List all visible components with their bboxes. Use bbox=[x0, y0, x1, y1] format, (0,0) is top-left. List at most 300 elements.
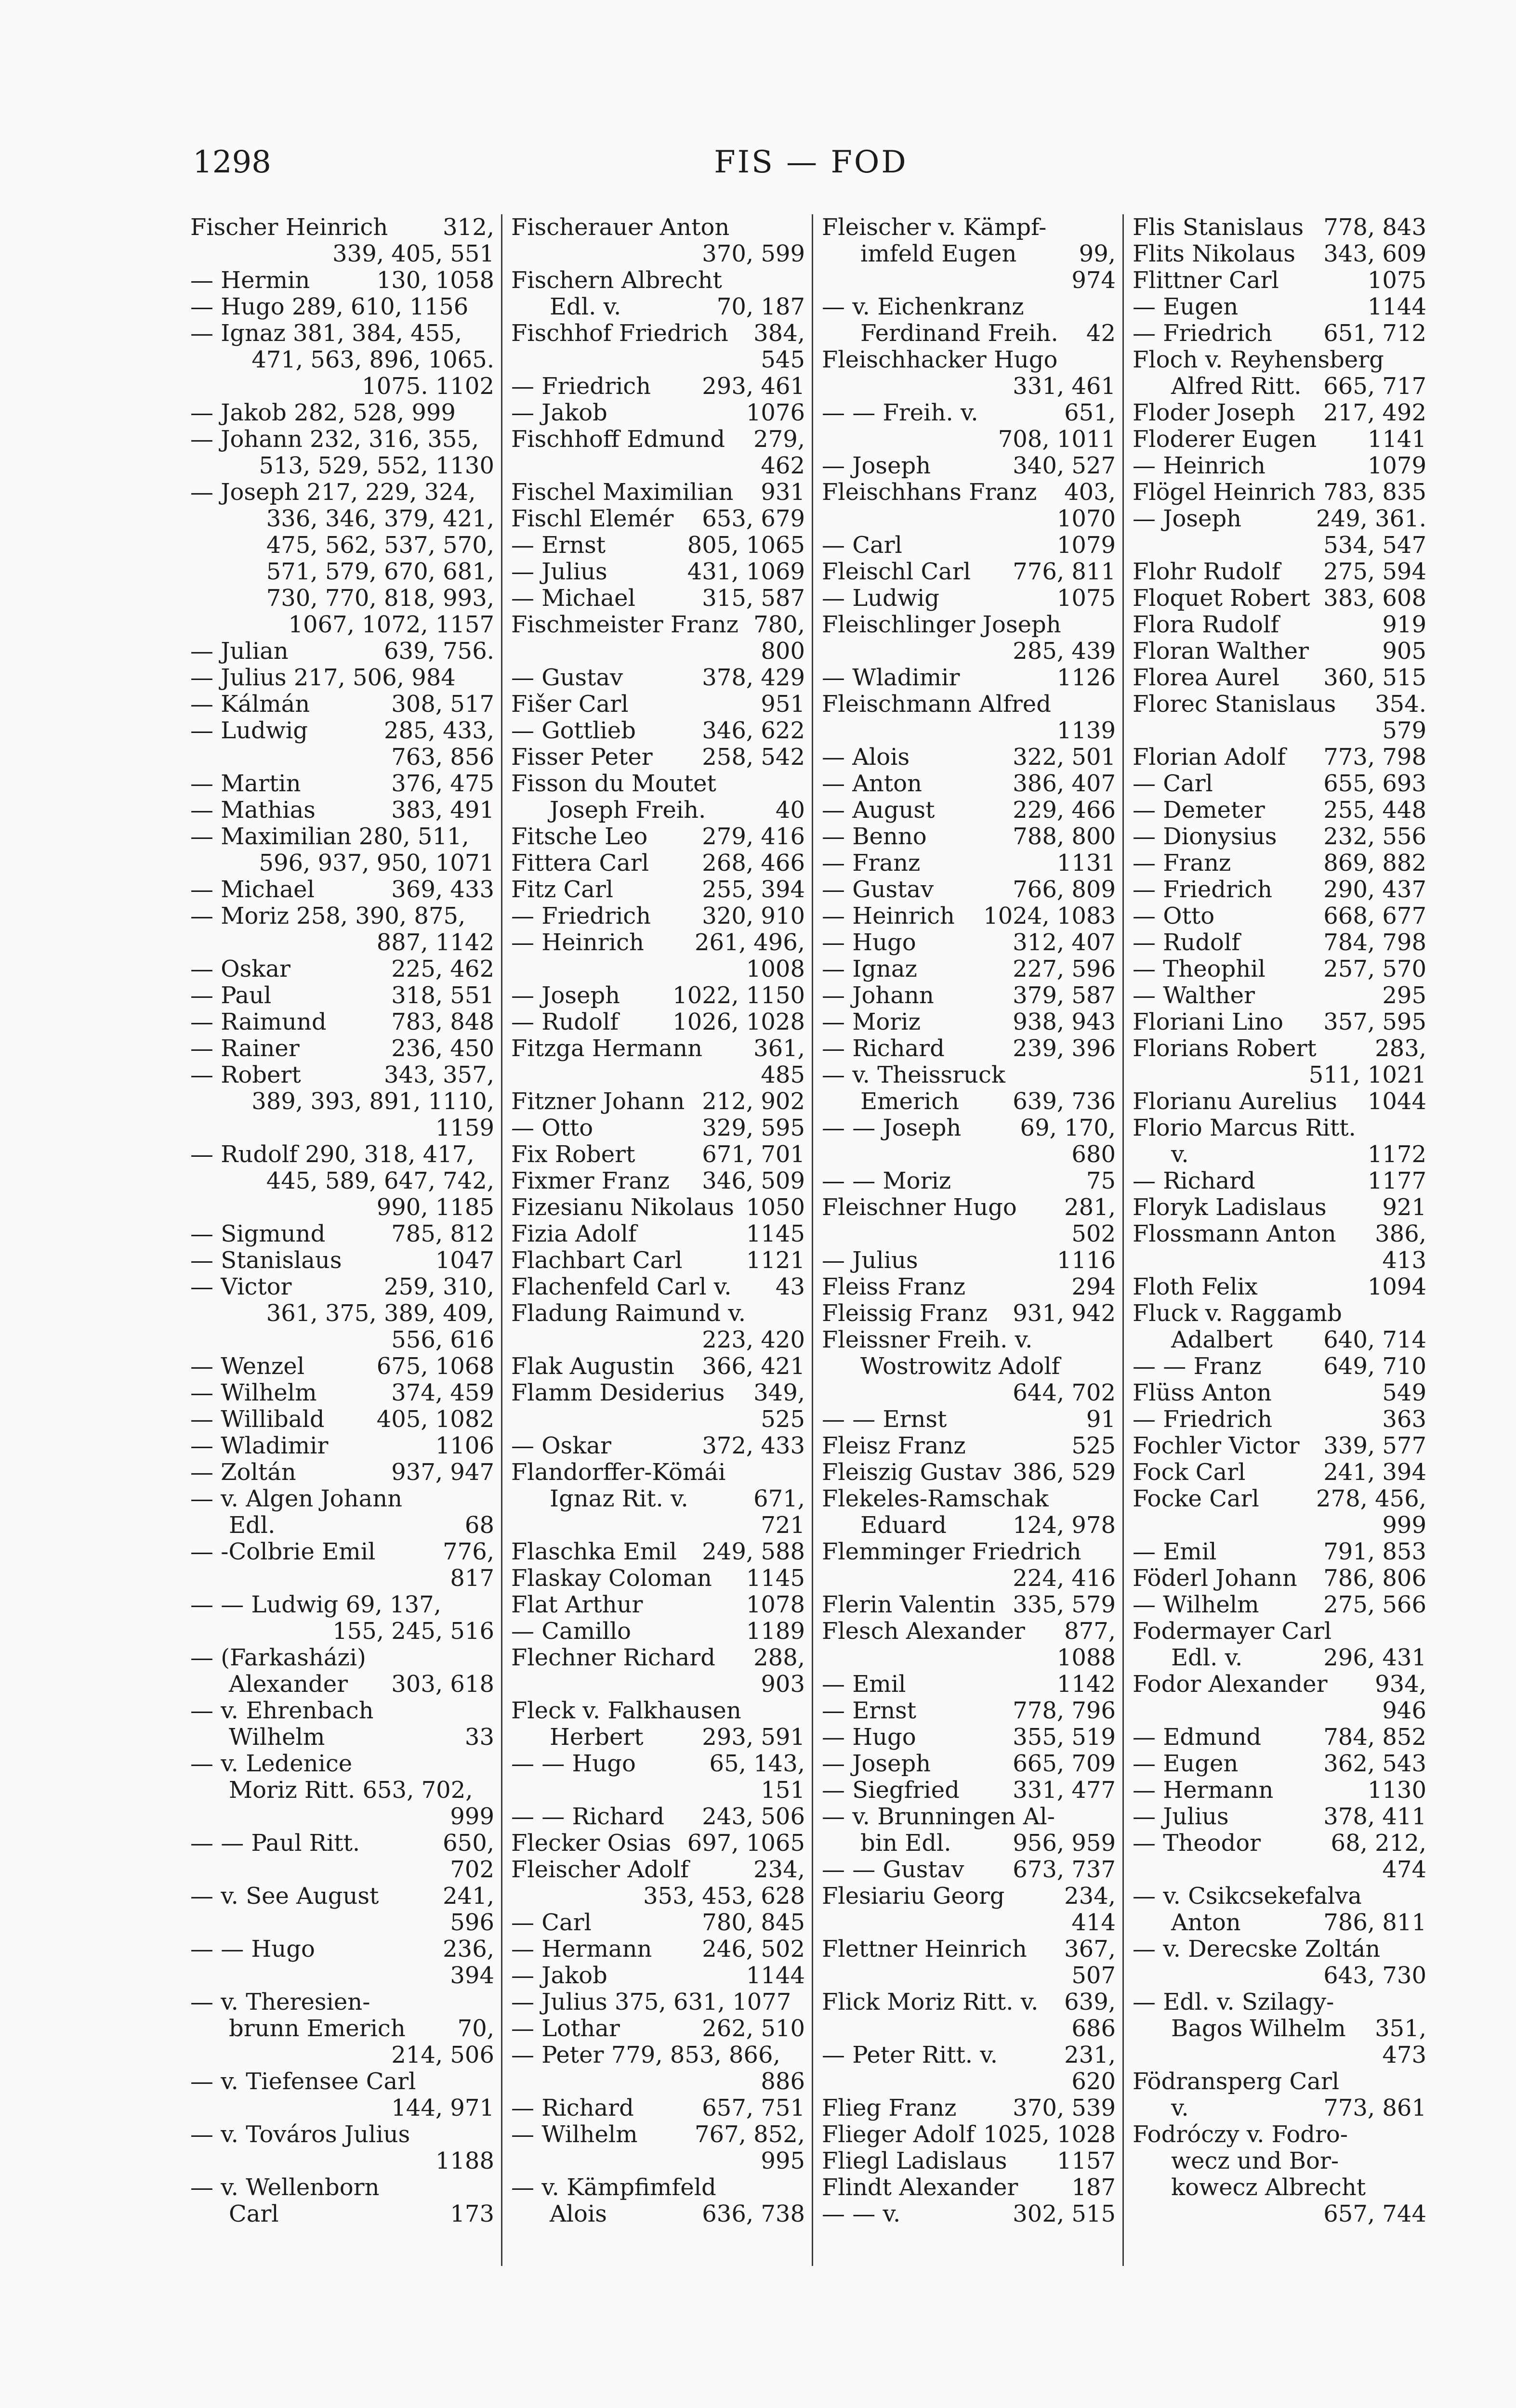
entry-name: — Richard bbox=[822, 1035, 945, 1062]
entry-name: — Theophil bbox=[1133, 956, 1266, 982]
entry-continuation bbox=[511, 2068, 805, 2095]
entry-line bbox=[822, 824, 1116, 850]
entry-continuation bbox=[822, 1645, 1116, 1671]
entry-line bbox=[511, 1565, 805, 1592]
entry-line bbox=[1133, 2015, 1426, 2042]
entry-line bbox=[1133, 1194, 1426, 1221]
entry-name: Fitzner Johann bbox=[511, 1088, 685, 1115]
entry-line bbox=[190, 1486, 494, 1512]
entry-name: Fladung Raimund v. bbox=[511, 1300, 746, 1327]
entry-line bbox=[822, 1009, 1116, 1035]
entry-name: — Paul bbox=[190, 982, 272, 1009]
entry-name: — v. Eichenkranz bbox=[822, 294, 1024, 320]
entry-pages: 155, 245, 516 bbox=[332, 1618, 494, 1645]
entry-continuation bbox=[511, 956, 805, 982]
entry-name: Flaschka Emil bbox=[511, 1539, 677, 1565]
entry-continuation bbox=[190, 1804, 494, 1830]
entry-line bbox=[190, 877, 494, 903]
entry-pages: 366, 421 bbox=[702, 1353, 805, 1380]
entry-name: Flaskay Coloman bbox=[511, 1565, 712, 1592]
entry-name: — Ernst bbox=[822, 1698, 917, 1724]
entry-pages: 40 bbox=[775, 797, 805, 824]
entry-pages: 302, 515 bbox=[1013, 2201, 1116, 2227]
entry-pages: 329, 595 bbox=[702, 1115, 805, 1141]
entry-pages: 379, 587 bbox=[1013, 982, 1116, 1009]
entry-name: — — Hugo bbox=[511, 1751, 636, 1777]
entry-line bbox=[190, 2174, 494, 2201]
entry-pages: 686 bbox=[1071, 2015, 1116, 2042]
entry-line bbox=[822, 1194, 1116, 1221]
entry-pages: 657, 744 bbox=[1323, 2201, 1426, 2227]
entry-name: — Rudolf 290, 318, 417, bbox=[190, 1141, 475, 1168]
entry-pages: 75 bbox=[1086, 1168, 1116, 1194]
entry-pages: 665, 709 bbox=[1013, 1751, 1116, 1777]
entry-name: — Wenzel bbox=[190, 1353, 305, 1380]
entry-pages: 403, bbox=[1064, 479, 1116, 506]
entry-pages: 349, bbox=[753, 1380, 805, 1406]
entry-line bbox=[1133, 2148, 1426, 2174]
entry-line bbox=[511, 2042, 805, 2068]
entry-name: — Edmund bbox=[1133, 1724, 1262, 1751]
entry-pages: 283, bbox=[1375, 1035, 1426, 1062]
entry-line bbox=[190, 267, 494, 294]
entry-line bbox=[822, 1989, 1116, 2015]
entry-pages: 657, 751 bbox=[702, 2095, 805, 2121]
entry-line bbox=[1133, 1035, 1426, 1062]
entry-name: — Victor bbox=[190, 1274, 292, 1300]
entry-pages: 360, 515 bbox=[1323, 665, 1426, 691]
entry-pages: 246, 502 bbox=[702, 1936, 805, 1963]
entry-line bbox=[822, 453, 1116, 479]
entry-pages: 285, 433, bbox=[383, 718, 494, 744]
entry-pages: 217, 492 bbox=[1323, 400, 1426, 426]
entry-name: Flohr Rudolf bbox=[1133, 559, 1280, 585]
entry-pages: 766, 809 bbox=[1013, 877, 1116, 903]
entry-line bbox=[190, 1380, 494, 1406]
entry-name: Fleisz Franz bbox=[822, 1433, 966, 1459]
entry-pages: 229, 466 bbox=[1013, 797, 1116, 824]
entry-pages: 549 bbox=[1382, 1380, 1426, 1406]
entry-pages: 144, 971 bbox=[391, 2095, 494, 2121]
entry-continuation bbox=[511, 1671, 805, 1698]
entry-name: Flossmann Anton bbox=[1133, 1221, 1336, 1247]
entry-pages: 214, 506 bbox=[391, 2042, 494, 2068]
entry-pages: 1075 bbox=[1367, 267, 1426, 294]
entry-pages: 639, bbox=[1064, 1989, 1116, 2015]
entry-line bbox=[1133, 1168, 1426, 1194]
entry-continuation bbox=[822, 1565, 1116, 1592]
entry-line bbox=[511, 903, 805, 929]
entry-pages: 383, 491 bbox=[391, 797, 494, 824]
entry-pages: 999 bbox=[450, 1804, 494, 1830]
entry-pages: 938, 943 bbox=[1013, 1009, 1116, 1035]
entry-name: — Joseph bbox=[822, 1751, 931, 1777]
entry-line bbox=[190, 1989, 494, 2015]
entry-name: — — Moriz bbox=[822, 1168, 951, 1194]
entry-pages: 1145 bbox=[746, 1565, 805, 1592]
entry-line bbox=[511, 1963, 805, 1989]
entry-name: — Zoltán bbox=[190, 1459, 296, 1486]
entry-name: Flettner Heinrich bbox=[822, 1936, 1027, 1963]
entry-name: — Heinrich bbox=[511, 929, 644, 956]
entry-line bbox=[822, 1724, 1116, 1751]
entry-continuation bbox=[1133, 1247, 1426, 1274]
entry-pages: 763, 856 bbox=[391, 744, 494, 771]
entry-pages: 773, 861 bbox=[1323, 2095, 1426, 2121]
entry-pages: 1189 bbox=[746, 1618, 805, 1645]
entry-continuation bbox=[1133, 1512, 1426, 1539]
entry-line bbox=[190, 1035, 494, 1062]
entry-pages: 293, 591 bbox=[702, 1724, 805, 1751]
entry-line bbox=[190, 2201, 494, 2227]
entry-pages: 331, 477 bbox=[1013, 1777, 1116, 1804]
entry-line bbox=[822, 1300, 1116, 1327]
entry-line bbox=[511, 585, 805, 612]
entry-name: Flesch Alexander bbox=[822, 1618, 1025, 1645]
entry-pages: 937, 947 bbox=[391, 1459, 494, 1486]
entry-pages: 361, 375, 389, 409, bbox=[266, 1300, 494, 1327]
entry-continuation bbox=[1133, 1698, 1426, 1724]
entry-continuation bbox=[190, 532, 494, 559]
entry-name: — Julius bbox=[511, 559, 607, 585]
entry-pages: 268, 466 bbox=[702, 850, 805, 877]
entry-pages: 786, 806 bbox=[1323, 1565, 1426, 1592]
entry-name: — v. Kämpfimfeld bbox=[511, 2174, 716, 2201]
entry-name: — (Farkasházi) bbox=[190, 1645, 366, 1671]
entry-name: Fleischner Hugo bbox=[822, 1194, 1017, 1221]
entry-pages: 288, bbox=[753, 1645, 805, 1671]
entry-pages: 42 bbox=[1086, 320, 1116, 347]
entry-name: Floran Walther bbox=[1133, 638, 1309, 665]
entry-name: — Emil bbox=[1133, 1539, 1217, 1565]
entry-pages: 243, 506 bbox=[702, 1804, 805, 1830]
entry-pages: 69, 170, bbox=[1020, 1115, 1116, 1141]
entry-pages: 1144 bbox=[1367, 294, 1426, 320]
entry-line bbox=[1133, 1724, 1426, 1751]
entry-pages: 534, 547 bbox=[1323, 532, 1426, 559]
entry-line bbox=[511, 929, 805, 956]
entry-line bbox=[822, 744, 1116, 771]
entry-line bbox=[822, 532, 1116, 559]
entry-pages: 384, bbox=[753, 320, 805, 347]
entry-pages: 673, 737 bbox=[1013, 1857, 1116, 1883]
entry-line bbox=[511, 1910, 805, 1936]
entry-continuation bbox=[190, 2042, 494, 2068]
entry-continuation bbox=[822, 426, 1116, 453]
entry-line bbox=[1133, 956, 1426, 982]
entry-name: Fischl Elemér bbox=[511, 506, 674, 532]
entry-name: — Julius 375, 631, 1077 bbox=[511, 1989, 791, 2015]
entry-line bbox=[822, 320, 1116, 347]
entry-pages: 473 bbox=[1382, 2042, 1426, 2068]
entry-line bbox=[511, 1936, 805, 1963]
entry-name: — v. Brunningen Al- bbox=[822, 1804, 1055, 1830]
entry-name: Anton bbox=[1171, 1910, 1241, 1936]
entry-name: — v. Továros Julius bbox=[190, 2121, 410, 2148]
entry-name: Floderer Eugen bbox=[1133, 426, 1317, 453]
entry-continuation bbox=[511, 1777, 805, 1804]
entry-name: — Johann bbox=[822, 982, 934, 1009]
entry-pages: 308, 517 bbox=[391, 691, 494, 718]
entry-line bbox=[822, 1539, 1116, 1565]
entry-pages: 232, 556 bbox=[1323, 824, 1426, 850]
entry-pages: 1024, 1083 bbox=[983, 903, 1116, 929]
entry-line bbox=[511, 797, 805, 824]
entry-name: Edl. v. bbox=[550, 294, 621, 320]
entry-pages: 383, 608 bbox=[1323, 585, 1426, 612]
entry-line bbox=[511, 1486, 805, 1512]
entry-pages: 1172 bbox=[1367, 1141, 1426, 1168]
entry-pages: 640, 714 bbox=[1323, 1327, 1426, 1353]
entry-line bbox=[1133, 1459, 1426, 1486]
entry-continuation bbox=[511, 241, 805, 267]
entry-continuation bbox=[822, 638, 1116, 665]
entry-line bbox=[822, 1936, 1116, 1963]
entry-pages: 721 bbox=[761, 1512, 805, 1539]
entry-pages: 475, 562, 537, 570, bbox=[266, 532, 494, 559]
entry-line bbox=[190, 1221, 494, 1247]
entry-pages: 931, 942 bbox=[1013, 1300, 1116, 1327]
entry-line bbox=[1133, 1300, 1426, 1327]
entry-pages: 343, 357, bbox=[383, 1062, 494, 1088]
entry-line bbox=[1133, 1486, 1426, 1512]
index-column-1 bbox=[190, 214, 501, 2266]
entry-line bbox=[822, 850, 1116, 877]
entry-line bbox=[1133, 797, 1426, 824]
entry-line bbox=[190, 1459, 494, 1486]
entry-pages: 1079 bbox=[1056, 532, 1116, 559]
entry-line bbox=[511, 400, 805, 426]
entry-name: v. bbox=[1171, 2095, 1189, 2121]
entry-name: — Jakob bbox=[511, 400, 607, 426]
entry-line bbox=[822, 1883, 1116, 1910]
entry-line bbox=[822, 214, 1116, 241]
entry-line bbox=[1133, 824, 1426, 850]
entry-pages: 639, 756. bbox=[383, 638, 494, 665]
entry-line bbox=[511, 2201, 805, 2227]
entry-continuation bbox=[822, 267, 1116, 294]
entry-name: — Wladimir bbox=[822, 665, 960, 691]
entry-name: Flüss Anton bbox=[1133, 1380, 1272, 1406]
entry-name: Fodor Alexander bbox=[1133, 1671, 1328, 1698]
entry-pages: 767, 852, bbox=[694, 2121, 805, 2148]
entry-name: Eduard bbox=[860, 1512, 947, 1539]
entry-line bbox=[1133, 400, 1426, 426]
entry-pages: 1188 bbox=[435, 2148, 494, 2174]
entry-name: — Hugo bbox=[822, 1724, 916, 1751]
entry-line bbox=[1133, 1936, 1426, 1963]
entry-line bbox=[1133, 559, 1426, 585]
entry-name: Floder Joseph bbox=[1133, 400, 1295, 426]
entry-name: — Otto bbox=[1133, 903, 1215, 929]
entry-line bbox=[511, 1539, 805, 1565]
entry-pages: 151 bbox=[761, 1777, 805, 1804]
entry-line bbox=[190, 1433, 494, 1459]
entry-line bbox=[511, 1804, 805, 1830]
entry-name: — Ignaz bbox=[822, 956, 917, 982]
entry-line bbox=[1133, 691, 1426, 718]
entry-line bbox=[822, 1115, 1116, 1141]
entry-name: — Sigmund bbox=[190, 1221, 326, 1247]
entry-name: Födransperg Carl bbox=[1133, 2068, 1340, 2095]
entry-line bbox=[1133, 2121, 1426, 2148]
entry-pages: 596, 937, 950, 1071 bbox=[259, 850, 494, 877]
entry-continuation bbox=[1133, 718, 1426, 744]
entry-line bbox=[190, 294, 494, 320]
entry-pages: 336, 346, 379, 421, bbox=[266, 506, 494, 532]
entry-line bbox=[511, 1221, 805, 1247]
entry-line bbox=[822, 1274, 1116, 1300]
entry-pages: 369, 433 bbox=[391, 877, 494, 903]
entry-name: Fleischmann Alfred bbox=[822, 691, 1051, 718]
entry-line bbox=[190, 479, 494, 506]
entry-line bbox=[822, 1088, 1116, 1115]
entry-name: — Willibald bbox=[190, 1406, 325, 1433]
entry-line bbox=[822, 347, 1116, 373]
entry-name: — Wilhelm bbox=[190, 1380, 317, 1406]
entry-pages: 474 bbox=[1382, 1857, 1426, 1883]
entry-pages: 346, 622 bbox=[702, 718, 805, 744]
entry-name: — Wladimir bbox=[190, 1433, 329, 1459]
entry-name: Adalbert bbox=[1171, 1327, 1273, 1353]
entry-continuation bbox=[190, 744, 494, 771]
entry-pages: 227, 596 bbox=[1013, 956, 1116, 982]
entry-name: — Mathias bbox=[190, 797, 316, 824]
entry-name: — Demeter bbox=[1133, 797, 1265, 824]
entry-name: — Maximilian 280, 511, bbox=[190, 824, 469, 850]
entry-continuation bbox=[511, 1883, 805, 1910]
entry-name: Flachbart Carl bbox=[511, 1247, 683, 1274]
entry-name: Ignaz Rit. v. bbox=[550, 1486, 688, 1512]
entry-pages: 378, 411 bbox=[1323, 1804, 1426, 1830]
entry-name: Fischhof Friedrich bbox=[511, 320, 728, 347]
entry-name: Flechner Richard bbox=[511, 1645, 715, 1671]
entry-line bbox=[511, 1433, 805, 1459]
entry-name: Fleischer v. Kämpf- bbox=[822, 214, 1047, 241]
entry-name: — Carl bbox=[822, 532, 902, 559]
entry-name: — — Richard bbox=[511, 1804, 665, 1830]
entry-line bbox=[511, 771, 805, 797]
entry-pages: 386, 407 bbox=[1013, 771, 1116, 797]
entry-continuation bbox=[822, 2068, 1116, 2095]
entry-line bbox=[1133, 903, 1426, 929]
entry-pages: 1025, 1028 bbox=[983, 2121, 1116, 2148]
entry-pages: 697, 1065 bbox=[687, 1830, 805, 1857]
entry-continuation bbox=[822, 1963, 1116, 1989]
entry-pages: 651, 712 bbox=[1323, 320, 1426, 347]
entry-pages: 665, 717 bbox=[1323, 373, 1426, 400]
entry-line bbox=[1133, 320, 1426, 347]
entry-line bbox=[1133, 1777, 1426, 1804]
entry-continuation bbox=[1133, 2042, 1426, 2068]
entry-name: — Wilhelm bbox=[1133, 1592, 1259, 1618]
entry-pages: 225, 462 bbox=[391, 956, 494, 982]
entry-pages: 931 bbox=[761, 479, 805, 506]
entry-name: — v. Ehrenbach bbox=[190, 1698, 374, 1724]
entry-pages: 471, 563, 896, 1065. bbox=[251, 347, 494, 373]
page-number: 1298 bbox=[193, 144, 271, 180]
entry-line bbox=[190, 1830, 494, 1857]
entry-pages: 386, bbox=[1375, 1221, 1426, 1247]
entry-name: Florea Aurel bbox=[1133, 665, 1280, 691]
entry-continuation bbox=[1133, 1857, 1426, 1883]
entry-line bbox=[190, 1724, 494, 1751]
entry-name: Fleischhans Franz bbox=[822, 479, 1037, 506]
entry-pages: 335, 579 bbox=[1013, 1592, 1116, 1618]
entry-name: — Joseph bbox=[511, 982, 620, 1009]
entry-pages: 1159 bbox=[435, 1115, 494, 1141]
entry-name: — Friedrich bbox=[1133, 1406, 1273, 1433]
entry-line bbox=[1133, 612, 1426, 638]
entry-line bbox=[822, 982, 1116, 1009]
entry-line bbox=[190, 2121, 494, 2148]
entry-line bbox=[190, 1141, 494, 1168]
entry-pages: 173 bbox=[450, 2201, 494, 2227]
entry-line bbox=[1133, 665, 1426, 691]
entry-pages: 285, 439 bbox=[1013, 638, 1116, 665]
entry-line bbox=[822, 559, 1116, 585]
entry-name: — — Freih. v. bbox=[822, 400, 978, 426]
entry-pages: 331, 461 bbox=[1013, 373, 1116, 400]
entry-pages: 241, 394 bbox=[1323, 1459, 1426, 1486]
entry-pages: 255, 394 bbox=[702, 877, 805, 903]
entry-line bbox=[822, 1353, 1116, 1380]
entry-pages: 886 bbox=[761, 2068, 805, 2095]
entry-line bbox=[511, 718, 805, 744]
entry-name: — Heinrich bbox=[822, 903, 955, 929]
entry-line bbox=[190, 1592, 494, 1618]
entry-name: — Siegfried bbox=[822, 1777, 960, 1804]
entry-line bbox=[822, 400, 1116, 426]
entry-pages: 124, 978 bbox=[1013, 1512, 1116, 1539]
entry-name: — Anton bbox=[822, 771, 922, 797]
entry-pages: 290, 437 bbox=[1323, 877, 1426, 903]
entry-pages: 130, 1058 bbox=[376, 267, 494, 294]
entry-line bbox=[822, 2095, 1116, 2121]
entry-pages: 1094 bbox=[1367, 1274, 1426, 1300]
entry-pages: 1079 bbox=[1367, 453, 1426, 479]
entry-name: Fock Carl bbox=[1133, 1459, 1246, 1486]
entry-name: v. bbox=[1171, 1141, 1189, 1168]
entry-name: — Alois bbox=[822, 744, 910, 771]
entry-continuation bbox=[190, 1327, 494, 1353]
entry-pages: 675, 1068 bbox=[376, 1353, 494, 1380]
entry-pages: 1121 bbox=[746, 1247, 805, 1274]
entry-pages: 386, 529 bbox=[1013, 1459, 1116, 1486]
entry-name: — Gustav bbox=[511, 665, 623, 691]
entry-name: Flittner Carl bbox=[1133, 267, 1279, 294]
entry-line bbox=[511, 426, 805, 453]
entry-continuation bbox=[1133, 1963, 1426, 1989]
entry-pages: 414 bbox=[1071, 1910, 1116, 1936]
entry-line bbox=[511, 294, 805, 320]
entry-line bbox=[822, 479, 1116, 506]
entry-continuation bbox=[190, 612, 494, 638]
entry-pages: 776, bbox=[443, 1539, 494, 1565]
entry-pages: 255, 448 bbox=[1323, 797, 1426, 824]
entry-pages: 413 bbox=[1382, 1247, 1426, 1274]
entry-line bbox=[511, 479, 805, 506]
entry-pages: 236, bbox=[443, 1936, 494, 1963]
entry-name: — Eugen bbox=[1133, 1751, 1239, 1777]
entry-pages: 249, 588 bbox=[702, 1539, 805, 1565]
entry-line bbox=[822, 929, 1116, 956]
entry-line bbox=[511, 532, 805, 559]
entry-name: — Oskar bbox=[190, 956, 290, 982]
entry-name: — — Franz bbox=[1133, 1353, 1262, 1380]
entry-pages: 800 bbox=[761, 638, 805, 665]
entry-line bbox=[822, 241, 1116, 267]
